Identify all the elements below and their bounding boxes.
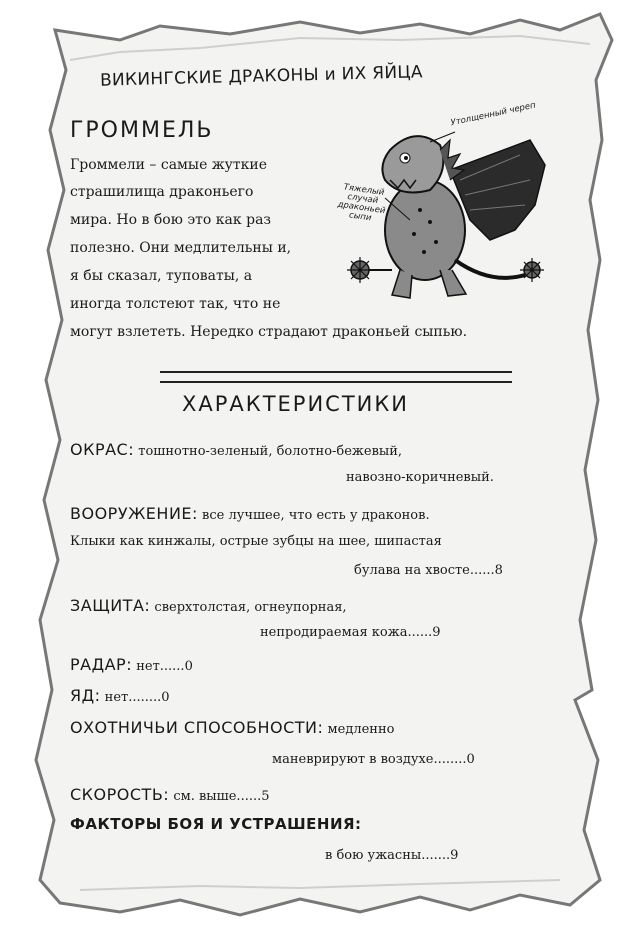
stat-hunting-value: медленно [327, 722, 395, 737]
stat-hunting-continued: маневрируют в воздухе........0 [272, 752, 475, 767]
stat-poison-value: нет........0 [104, 690, 170, 705]
stat-color-value: тошнотно-зеленый, болотно-бежевый, [138, 444, 403, 459]
description-line: Громмели – самые жуткие [70, 157, 268, 173]
stat-defense-value: сверхтолстая, огнеупорная, [154, 600, 347, 615]
stat-speed-label: СКОРОСТЬ: [70, 785, 170, 804]
stat-poison [70, 686, 170, 705]
stat-weapons-value: все лучшее, что есть у драконов. [202, 508, 430, 523]
stat-fight-label: ФАКТОРЫ БОЯ И УСТРАШЕНИЯ: [70, 815, 362, 833]
stat-defense [70, 596, 347, 615]
stat-defense-continued: непродираемая кожа......9 [260, 625, 441, 640]
dragon-name-heading: ГРОММЕЛЬ [70, 118, 214, 143]
section-divider [160, 371, 512, 383]
stat-weapons [70, 504, 430, 523]
annotation-skull: Утолщенный череп [449, 100, 537, 129]
description-line: страшилища драконьего [70, 184, 254, 200]
description-line: полезно. Они медлительны и, [70, 240, 292, 256]
stat-poison-label: ЯД: [70, 686, 101, 705]
description-line: я бы сказал, туповаты, а [70, 268, 253, 284]
description-line: мира. Но в бою это как раз [70, 212, 272, 228]
stat-color [70, 440, 402, 459]
stat-speed-value: см. выше......5 [173, 789, 270, 804]
dragon-illustration [330, 100, 560, 310]
annotation-rash: Тяжелый случай драконьей сыпи [336, 182, 386, 224]
stat-fight-continued: в бою ужасны.......9 [325, 848, 459, 863]
stat-weapons-continued: Клыки как кинжалы, острые зубцы на шее, шипастая [70, 534, 442, 549]
description-line: могут взлететь. Нередко страдают драконьей сыпью. [70, 324, 468, 340]
characteristics-heading: ХАРАКТЕРИСТИКИ [182, 392, 409, 416]
stat-hunting [70, 718, 394, 737]
stat-color-continued: навозно-коричневый. [346, 470, 494, 485]
stat-color-label: ОКРАС: [70, 440, 135, 459]
stat-radar-label: РАДАР: [70, 655, 133, 674]
page-title: ВИКИНГСКИЕ ДРАКОНЫ и ИХ ЯЙЦА [99, 62, 424, 91]
stat-fight [70, 815, 362, 833]
stat-radar-value: нет......0 [136, 659, 193, 674]
stat-speed [70, 785, 270, 804]
stat-radar [70, 655, 193, 674]
stat-weapons-continued: булава на хвосте......8 [354, 563, 503, 578]
stat-weapons-label: ВООРУЖЕНИЕ: [70, 504, 198, 523]
stat-hunting-label: ОХОТНИЧЬИ СПОСОБНОСТИ: [70, 718, 324, 737]
description-line: иногда толстеют так, что не [70, 296, 281, 312]
stat-defense-label: ЗАЩИТА: [70, 596, 151, 615]
